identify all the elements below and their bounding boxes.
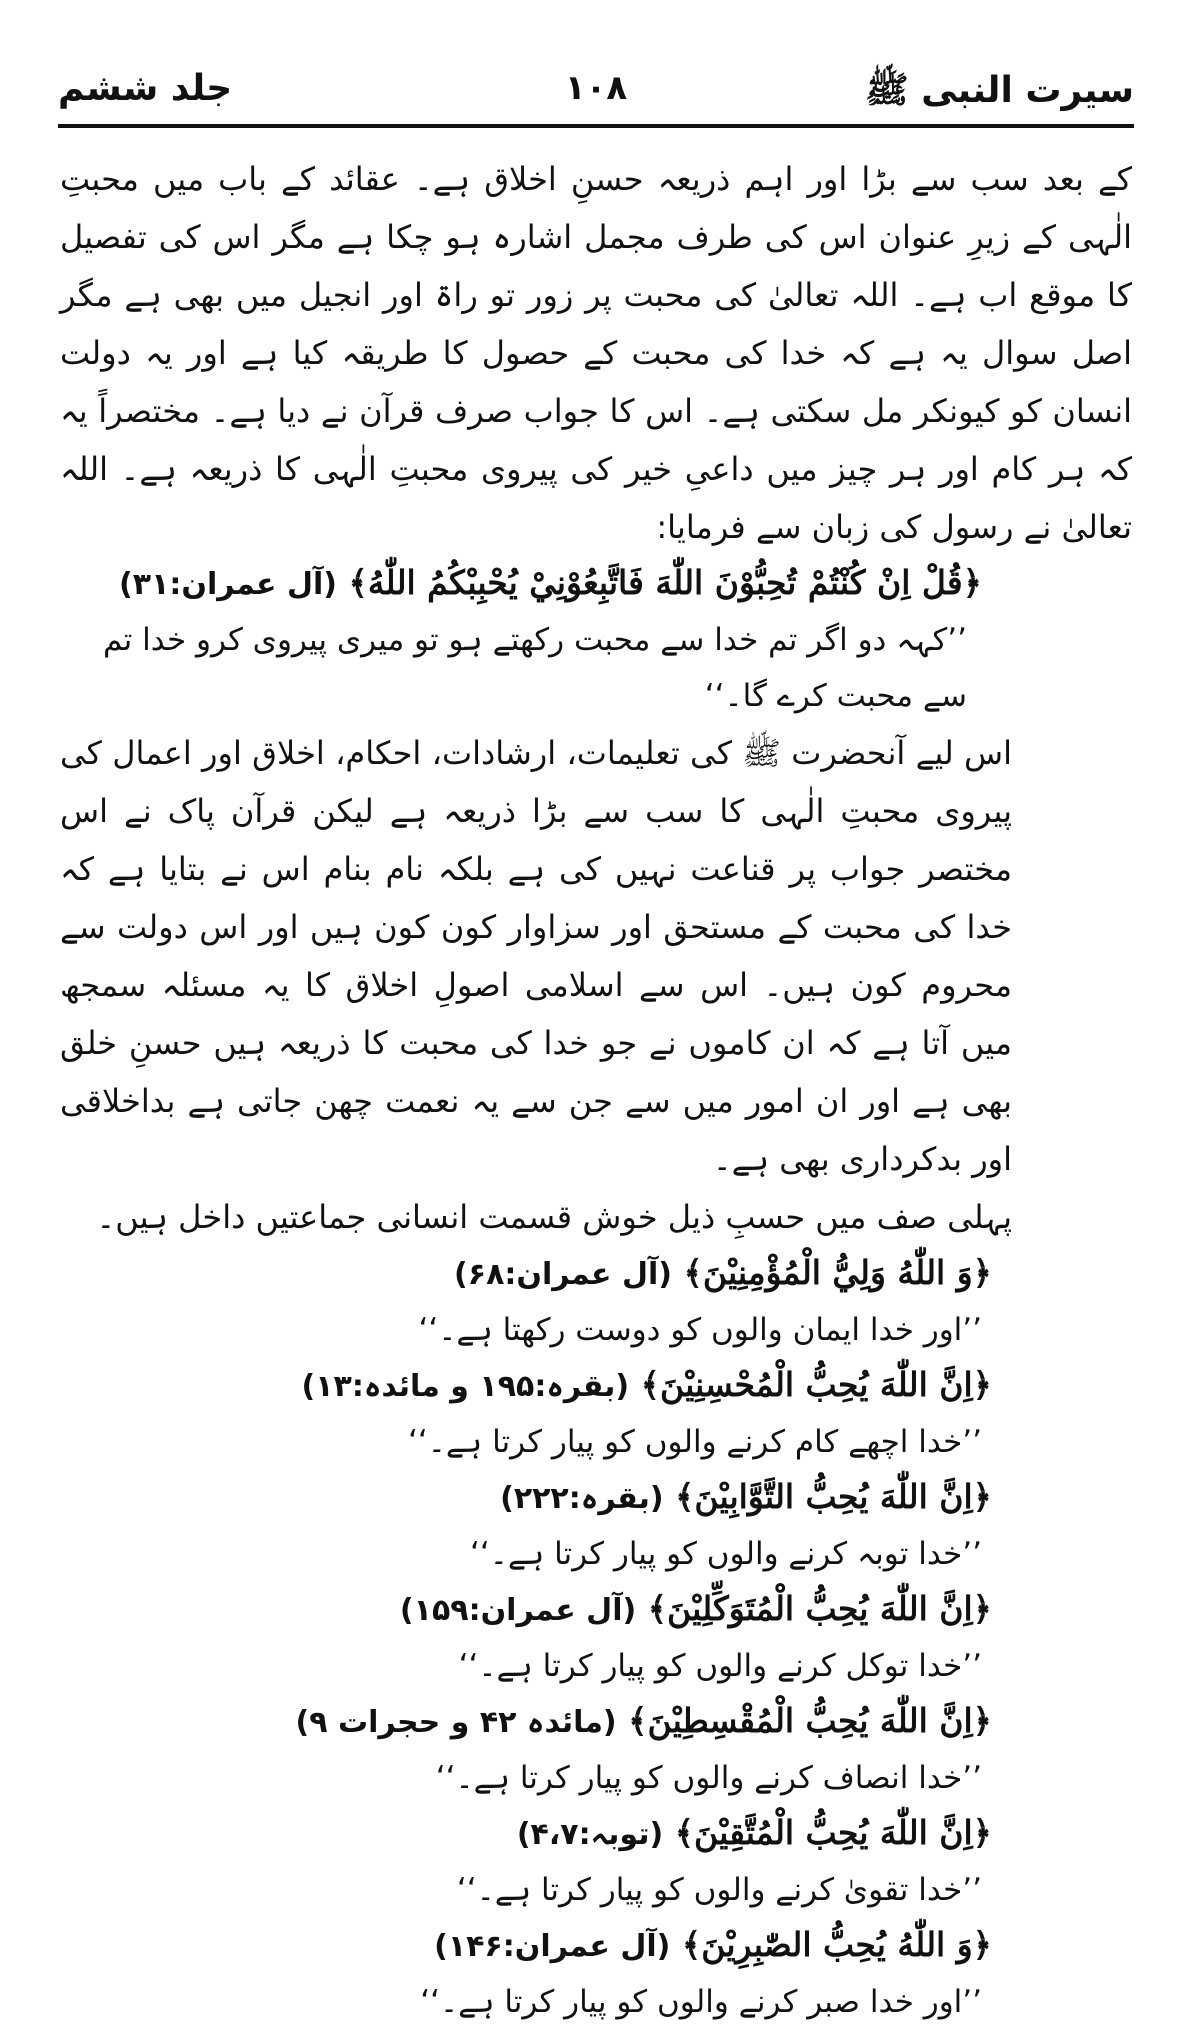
quran-verse <box>60 1806 1132 1862</box>
quran-verse <box>60 1470 1132 1526</box>
page-header <box>58 62 1134 128</box>
quote-block <box>60 1694 1132 1806</box>
quran-verse <box>60 556 1132 612</box>
quote-block <box>60 1582 1132 1694</box>
quote-block <box>60 1358 1132 1470</box>
verse-reference: (آل عمران:۳۱) <box>119 567 338 602</box>
quran-verse <box>60 1358 1132 1414</box>
verse-reference: (بقرہ:۲۲۲) <box>500 1481 664 1516</box>
quote-block <box>60 1470 1132 1582</box>
book-title: سیرت النبی ﷺ <box>865 70 1134 111</box>
verse-reference: (توبہ:۴،۷) <box>516 1817 664 1852</box>
verse-translation: ’’خدا توبہ کرنے والوں کو پیار کرتا ہے۔‘‘ <box>470 1536 982 1572</box>
verse-text: ﴿وَ اللّٰهُ وَلِيُّ الْمُؤْمِنِيْنَ﴾ <box>683 1253 992 1292</box>
verse-reference: (مائدہ ۴۲ و حجرات ۹) <box>295 1705 617 1740</box>
verse-text: ﴿اِنَّ اللّٰهَ يُحِبُّ الْمُتَّقِيْنَ﴾ <box>674 1813 992 1852</box>
verse-reference: (آل عمران:۶۸) <box>454 1257 673 1292</box>
verse-translation: ’’خدا توکل کرنے والوں کو پیار کرتا ہے۔‘‘ <box>458 1648 982 1684</box>
verse-translation: ’’خدا تقویٰ کرنے والوں کو پیار کرتا ہے۔‘‘ <box>456 1872 982 1908</box>
verse-reference: (بقرہ:۱۹۵ و مائدہ:۱۳) <box>301 1369 630 1404</box>
quote-block <box>60 556 1132 724</box>
verse-reference: (آل عمران:۱۴۶) <box>434 1929 671 1964</box>
quote-block <box>60 1918 1132 2030</box>
verse-translation: ’’کہہ دو اگر تم خدا سے محبت رکھتے ہو تو میری پیروی کرو خدا تم سے محبت کرے گا۔‘‘ <box>102 622 967 714</box>
quran-verse <box>60 1694 1132 1750</box>
verse-text: ﴿قُلْ اِنْ كُنْتُمْ تُحِبُّوْنَ اللّٰهَ فَاتَّبِعُوْنِيْ يُحْبِبْكُمُ اللّٰهُ﴾ <box>348 563 982 602</box>
paragraph-first-rank: پہلی صف میں حسبِ ذیل خوش قسمت انسانی جماعتیں داخل ہیں۔ <box>96 1198 1012 1236</box>
quran-verse <box>60 1918 1132 1974</box>
verse-text: ﴿وَ اللّٰهُ يُحِبُّ الصّٰبِرِيْنَ﴾ <box>681 1925 992 1964</box>
paragraph-body: اس لیے آنحضرت ﷺ کی تعلیمات، ارشادات، احکام، اخلاق اور اعمال کی پیروی محبتِ الٰہی کا سب سے بڑا ذریعہ ہے لیکن قرآن پاک نے اس مختصر جواب پر قناعت نہیں کی ہے بلکہ نام بنام اس نے بتایا ہے کہ خدا کی محبت کے مستحق اور سزاوار کون کون ہیں اور اس دولت سے محروم کون ہیں۔ اس سے اسلامی اصولِ اخلاق کا یہ مسئلہ سمجھ میں آتا ہے کہ ان کاموں نے جو خدا کی محبت کا ذریعہ ہیں حسنِ خلق بھی ہے اور ان امور میں سے جن سے یہ نعمت چھن جاتی ہے بداخلاقی اور بدکرداری بھی ہے۔ <box>60 734 1012 1178</box>
volume-label: جلد ششم <box>58 68 233 109</box>
verse-translation: ’’خدا اچھے کام کرنے والوں کو پیار کرتا ہے۔‘‘ <box>408 1424 982 1460</box>
quran-verse <box>60 1582 1132 1638</box>
verse-translation: ’’اور خدا صبر کرنے والوں کو پیار کرتا ہے۔‘‘ <box>420 1984 982 2020</box>
quote-block <box>60 1246 1132 1358</box>
verse-text: ﴿اِنَّ اللّٰهَ يُحِبُّ الْمُحْسِنِيْنَ﴾ <box>640 1365 992 1404</box>
page-number: ۱۰۸ <box>564 68 628 108</box>
verse-translation: ’’اور خدا ایمان والوں کو دوست رکھتا ہے۔‘‘ <box>418 1312 982 1348</box>
verse-text: ﴿اِنَّ اللّٰهَ يُحِبُّ التَّوَّابِيْنَ﴾ <box>675 1477 992 1516</box>
verse-text: ﴿اِنَّ اللّٰهَ يُحِبُّ الْمُتَوَكِّلِيْنَ﴾ <box>647 1589 992 1628</box>
verse-translation: ’’خدا انصاف کرنے والوں کو پیار کرتا ہے۔‘‘ <box>435 1760 982 1796</box>
quran-verse <box>60 1246 1132 1302</box>
verse-text: ﴿اِنَّ اللّٰهَ يُحِبُّ الْمُقْسِطِيْنَ﴾ <box>628 1701 992 1740</box>
page-body <box>60 150 1132 2030</box>
paragraph-intro: کے بعد سب سے بڑا اور اہم ذریعہ حسنِ اخلاق ہے۔ عقائد کے باب میں محبتِ الٰہی کے زیرِ عنوان اس کی طرف مجمل اشارہ ہو چکا ہے مگر اس کی تفصیل کا موقع اب ہے۔ اللہ تعالیٰ کی محبت پر زور تو راۃ اور انجیل میں بھی ہے مگر اصل سوال یہ ہے کہ خدا کی محبت کے حصول کا طریقہ کیا ہے اور یہ دولت انسان کو کیونکر مل سکتی ہے۔ اس کا جواب صرف قرآن نے دیا ہے۔ مختصراً یہ کہ ہر کام اور ہر چیز میں داعیِ خیر کی پیروی محبتِ الٰہی کا ذریعہ ہے۔ اللہ تعالیٰ نے رسول کی زبان سے فرمایا: <box>60 160 1132 546</box>
verse-reference: (آل عمران:۱۵۹) <box>399 1593 637 1628</box>
quote-block <box>60 1806 1132 1918</box>
